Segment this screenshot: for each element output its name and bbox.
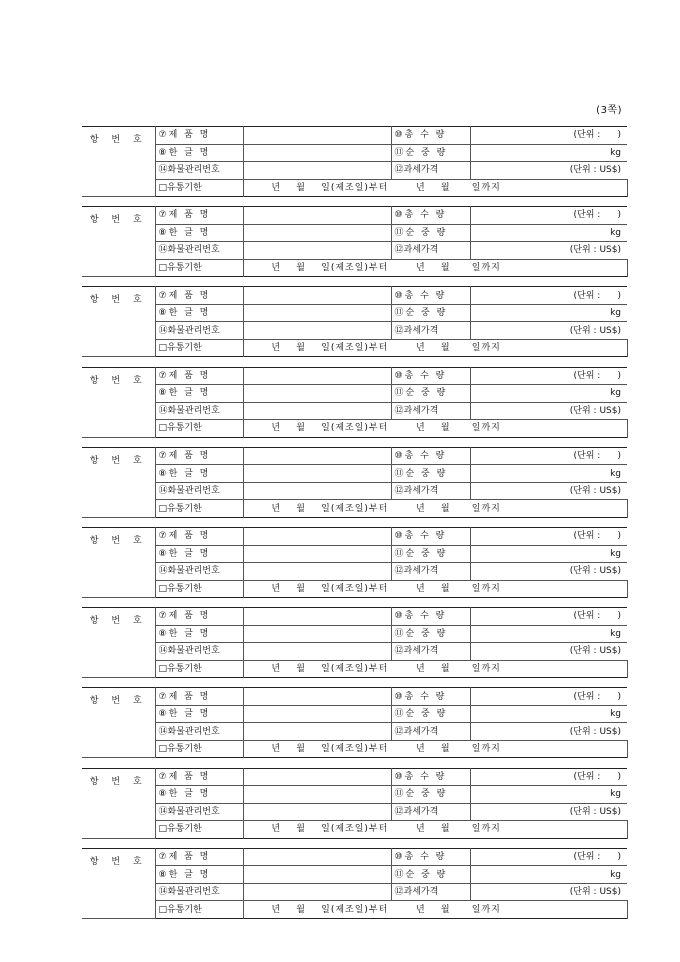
- product-name-label: ⑦제 품 명: [155, 848, 243, 866]
- cargo-no-value[interactable]: [243, 402, 391, 420]
- expiry-label[interactable]: □유통기한: [155, 580, 243, 598]
- period-day-from: 일(제조일)부터: [321, 824, 389, 835]
- total-qty-label: ⑩총 수 량: [391, 688, 470, 706]
- total-qty-unit[interactable]: (단위 : ): [470, 287, 627, 305]
- product-name-label: ⑦제 품 명: [155, 447, 243, 465]
- net-weight-label: ⑪순 중 량: [391, 786, 470, 804]
- product-name-value[interactable]: [243, 367, 391, 385]
- korean-name-value[interactable]: [243, 625, 391, 643]
- cargo-no-label: ⑭화물관리번호: [155, 883, 243, 901]
- korean-name-value[interactable]: [243, 545, 391, 563]
- total-qty-label: ⑩총 수 량: [391, 207, 470, 225]
- period-month2: 월: [440, 182, 450, 193]
- cargo-no-label: ⑭화물관리번호: [155, 402, 243, 420]
- product-name-label: ⑦제 품 명: [155, 287, 243, 305]
- period-month: 월: [296, 182, 305, 193]
- item-block: [82, 768, 627, 838]
- item-no-value[interactable]: [82, 643, 155, 678]
- taxable-price-label: ⑫과세가격: [391, 643, 470, 661]
- period-year2: 년: [416, 904, 425, 915]
- item-block: [82, 447, 627, 517]
- period-day-from: 일(제조일)부터: [321, 583, 389, 594]
- total-qty-label: ⑩총 수 량: [391, 287, 470, 305]
- period-day-to: 일까지: [471, 182, 501, 193]
- product-name-label: ⑦제 품 명: [155, 127, 243, 145]
- period-year2: 년: [416, 744, 425, 755]
- period-day-to: 일까지: [471, 904, 501, 915]
- expiry-period[interactable]: [243, 339, 627, 357]
- period-day-to: 일까지: [471, 824, 501, 835]
- period-month2: 월: [440, 824, 450, 835]
- total-qty-unit[interactable]: (단위 : ): [470, 688, 627, 706]
- period-month2: 월: [440, 744, 450, 755]
- net-weight-label: ⑪순 중 량: [391, 304, 470, 322]
- cargo-no-label: ⑭화물관리번호: [155, 723, 243, 741]
- period-month: 월: [296, 663, 305, 674]
- cargo-no-value[interactable]: [243, 803, 391, 821]
- period-year: 년: [271, 744, 281, 755]
- product-name-value[interactable]: [243, 207, 391, 225]
- taxable-price-label: ⑫과세가격: [391, 242, 470, 260]
- period-day-to: 일까지: [471, 583, 501, 594]
- total-qty-label: ⑩총 수 량: [391, 768, 470, 786]
- cargo-no-value[interactable]: [243, 563, 391, 581]
- period-month2: 월: [440, 423, 450, 434]
- product-name-value[interactable]: [243, 688, 391, 706]
- total-qty-unit[interactable]: (단위 : ): [470, 127, 627, 145]
- total-qty-unit[interactable]: (단위 : ): [470, 528, 627, 546]
- taxable-price-unit[interactable]: (단위 : US$): [470, 242, 627, 260]
- item-no-value[interactable]: [82, 242, 155, 277]
- taxable-price-label: ⑫과세가격: [391, 803, 470, 821]
- total-qty-label: ⑩총 수 량: [391, 367, 470, 385]
- net-weight-label: ⑪순 중 량: [391, 866, 470, 884]
- korean-name-value[interactable]: [243, 866, 391, 884]
- expiry-label[interactable]: □유통기한: [155, 339, 243, 357]
- expiry-label[interactable]: □유통기한: [155, 420, 243, 438]
- net-weight-label: ⑪순 중 량: [391, 224, 470, 242]
- item-no-value[interactable]: [82, 322, 155, 357]
- period-month: 월: [296, 423, 305, 434]
- expiry-label[interactable]: □유통기한: [155, 660, 243, 678]
- korean-name-label: ⑧한 글 명: [155, 224, 243, 242]
- total-qty-unit[interactable]: (단위 : ): [470, 608, 627, 626]
- korean-name-label: ⑧한 글 명: [155, 786, 243, 804]
- korean-name-value[interactable]: [243, 705, 391, 723]
- taxable-price-label: ⑫과세가격: [391, 402, 470, 420]
- taxable-price-unit[interactable]: (단위 : US$): [470, 723, 627, 741]
- cargo-no-value[interactable]: [243, 723, 391, 741]
- taxable-price-label: ⑫과세가격: [391, 482, 470, 500]
- taxable-price-unit[interactable]: (단위 : US$): [470, 883, 627, 901]
- item-no-label: 항 번 호: [82, 367, 155, 402]
- net-weight-unit[interactable]: kg: [470, 144, 627, 162]
- total-qty-label: ⑩총 수 량: [391, 608, 470, 626]
- item-no-value[interactable]: [82, 883, 155, 918]
- net-weight-label: ⑪순 중 량: [391, 545, 470, 563]
- period-year2: 년: [416, 262, 425, 273]
- period-month2: 월: [440, 343, 450, 354]
- item-block: [82, 527, 627, 597]
- korean-name-value[interactable]: [243, 385, 391, 403]
- item-no-value[interactable]: [82, 563, 155, 598]
- page-number: (3쪽): [596, 105, 622, 116]
- korean-name-label: ⑧한 글 명: [155, 625, 243, 643]
- item-no-label: 항 번 호: [82, 528, 155, 563]
- korean-name-label: ⑧한 글 명: [155, 304, 243, 322]
- period-day-to: 일까지: [471, 423, 501, 434]
- product-name-label: ⑦제 품 명: [155, 608, 243, 626]
- total-qty-label: ⑩총 수 량: [391, 848, 470, 866]
- cargo-no-value[interactable]: [243, 322, 391, 340]
- period-month: 월: [296, 744, 305, 755]
- item-no-label: 항 번 호: [82, 768, 155, 803]
- total-qty-label: ⑩총 수 량: [391, 127, 470, 145]
- period-day-to: 일까지: [471, 744, 501, 755]
- period-year: 년: [271, 904, 281, 915]
- product-name-value[interactable]: [243, 768, 391, 786]
- period-year: 년: [271, 262, 281, 273]
- cargo-no-value[interactable]: [243, 242, 391, 260]
- net-weight-label: ⑪순 중 량: [391, 465, 470, 483]
- item-no-label: 항 번 호: [82, 207, 155, 242]
- expiry-label[interactable]: □유통기한: [155, 821, 243, 839]
- taxable-price-unit[interactable]: (단위 : US$): [470, 643, 627, 661]
- period-year2: 년: [416, 583, 425, 594]
- net-weight-label: ⑪순 중 량: [391, 385, 470, 403]
- total-qty-unit[interactable]: (단위 : ): [470, 447, 627, 465]
- item-no-label: 항 번 호: [82, 287, 155, 322]
- period-month2: 월: [440, 663, 450, 674]
- item-block: [82, 607, 627, 677]
- expiry-period[interactable]: [243, 420, 627, 438]
- cargo-no-label: ⑭화물관리번호: [155, 643, 243, 661]
- taxable-price-unit[interactable]: (단위 : US$): [470, 803, 627, 821]
- item-no-value[interactable]: [82, 162, 155, 197]
- period-day-to: 일까지: [471, 663, 501, 674]
- expiry-label[interactable]: □유통기한: [155, 259, 243, 277]
- taxable-price-unit[interactable]: (단위 : US$): [470, 482, 627, 500]
- period-month2: 월: [440, 904, 450, 915]
- period-day-to: 일까지: [471, 343, 501, 354]
- product-name-value[interactable]: [243, 528, 391, 546]
- expiry-period[interactable]: [243, 901, 627, 919]
- korean-name-label: ⑧한 글 명: [155, 866, 243, 884]
- total-qty-label: ⑩총 수 량: [391, 447, 470, 465]
- expiry-period[interactable]: [243, 179, 627, 197]
- cargo-no-label: ⑭화물관리번호: [155, 162, 243, 180]
- period-year2: 년: [416, 663, 425, 674]
- period-month: 월: [296, 503, 305, 514]
- expiry-label[interactable]: □유통기한: [155, 179, 243, 197]
- total-qty-unit[interactable]: (단위 : ): [470, 367, 627, 385]
- taxable-price-label: ⑫과세가격: [391, 563, 470, 581]
- period-year2: 년: [416, 824, 425, 835]
- net-weight-unit[interactable]: kg: [470, 545, 627, 563]
- expiry-label[interactable]: □유통기한: [155, 500, 243, 518]
- net-weight-unit[interactable]: kg: [470, 304, 627, 322]
- product-name-label: ⑦제 품 명: [155, 688, 243, 706]
- korean-name-value[interactable]: [243, 144, 391, 162]
- net-weight-unit[interactable]: kg: [470, 786, 627, 804]
- cargo-no-value[interactable]: [243, 162, 391, 180]
- item-block: [82, 286, 627, 356]
- period-month: 월: [296, 583, 305, 594]
- period-month: 월: [296, 343, 305, 354]
- product-name-value[interactable]: [243, 447, 391, 465]
- product-name-value[interactable]: [243, 287, 391, 305]
- korean-name-value[interactable]: [243, 224, 391, 242]
- item-no-value[interactable]: [82, 482, 155, 517]
- period-day-from: 일(제조일)부터: [321, 423, 389, 434]
- product-name-label: ⑦제 품 명: [155, 367, 243, 385]
- item-no-label: 항 번 호: [82, 447, 155, 482]
- korean-name-label: ⑧한 글 명: [155, 385, 243, 403]
- cargo-no-label: ⑭화물관리번호: [155, 803, 243, 821]
- taxable-price-label: ⑫과세가격: [391, 162, 470, 180]
- cargo-no-label: ⑭화물관리번호: [155, 242, 243, 260]
- period-year: 년: [271, 583, 281, 594]
- cargo-no-value[interactable]: [243, 883, 391, 901]
- net-weight-unit[interactable]: kg: [470, 705, 627, 723]
- net-weight-label: ⑪순 중 량: [391, 705, 470, 723]
- expiry-period[interactable]: [243, 500, 627, 518]
- taxable-price-unit[interactable]: (단위 : US$): [470, 162, 627, 180]
- product-name-label: ⑦제 품 명: [155, 528, 243, 546]
- korean-name-value[interactable]: [243, 304, 391, 322]
- period-day-from: 일(제조일)부터: [321, 744, 389, 755]
- period-year: 년: [271, 503, 281, 514]
- period-year: 년: [271, 423, 281, 434]
- item-block: [82, 848, 627, 918]
- period-year: 년: [271, 663, 281, 674]
- taxable-price-label: ⑫과세가격: [391, 883, 470, 901]
- period-day-from: 일(제조일)부터: [321, 663, 389, 674]
- cargo-no-label: ⑭화물관리번호: [155, 322, 243, 340]
- period-month2: 월: [440, 583, 450, 594]
- item-no-label: 항 번 호: [82, 608, 155, 643]
- product-name-value[interactable]: [243, 608, 391, 626]
- period-day-to: 일까지: [471, 262, 501, 273]
- period-day-to: 일까지: [471, 503, 501, 514]
- total-qty-label: ⑩총 수 량: [391, 528, 470, 546]
- item-no-label: 항 번 호: [82, 127, 155, 162]
- item-block: [82, 367, 627, 437]
- period-month: 월: [296, 824, 305, 835]
- period-month2: 월: [440, 262, 450, 273]
- period-day-from: 일(제조일)부터: [321, 262, 389, 273]
- expiry-label[interactable]: □유통기한: [155, 740, 243, 758]
- period-month: 월: [296, 904, 305, 915]
- taxable-price-unit[interactable]: (단위 : US$): [470, 322, 627, 340]
- product-name-value[interactable]: [243, 848, 391, 866]
- net-weight-label: ⑪순 중 량: [391, 625, 470, 643]
- korean-name-label: ⑧한 글 명: [155, 545, 243, 563]
- period-day-from: 일(제조일)부터: [321, 182, 389, 193]
- expiry-period[interactable]: [243, 259, 627, 277]
- item-no-value[interactable]: [82, 723, 155, 758]
- taxable-price-unit[interactable]: (단위 : US$): [470, 402, 627, 420]
- period-day-from: 일(제조일)부터: [321, 503, 389, 514]
- period-year2: 년: [416, 343, 425, 354]
- period-month2: 월: [440, 503, 450, 514]
- net-weight-unit[interactable]: kg: [470, 866, 627, 884]
- expiry-period[interactable]: [243, 821, 627, 839]
- cargo-no-value[interactable]: [243, 482, 391, 500]
- korean-name-value[interactable]: [243, 465, 391, 483]
- korean-name-label: ⑧한 글 명: [155, 705, 243, 723]
- item-no-label: 항 번 호: [82, 688, 155, 723]
- total-qty-unit[interactable]: (단위 : ): [470, 768, 627, 786]
- taxable-price-label: ⑫과세가격: [391, 723, 470, 741]
- item-block: [82, 687, 627, 757]
- product-name-label: ⑦제 품 명: [155, 207, 243, 225]
- item-block: [82, 206, 627, 276]
- expiry-period[interactable]: [243, 580, 627, 598]
- item-no-label: 항 번 호: [82, 848, 155, 883]
- total-qty-unit[interactable]: (단위 : ): [470, 848, 627, 866]
- net-weight-label: ⑪순 중 량: [391, 144, 470, 162]
- expiry-label[interactable]: □유통기한: [155, 901, 243, 919]
- item-no-value[interactable]: [82, 803, 155, 838]
- cargo-no-label: ⑭화물관리번호: [155, 563, 243, 581]
- period-month: 월: [296, 262, 305, 273]
- net-weight-unit[interactable]: kg: [470, 224, 627, 242]
- period-year: 년: [271, 343, 281, 354]
- korean-name-label: ⑧한 글 명: [155, 144, 243, 162]
- period-day-from: 일(제조일)부터: [321, 343, 389, 354]
- period-day-from: 일(제조일)부터: [321, 904, 389, 915]
- period-year2: 년: [416, 503, 425, 514]
- period-year: 년: [271, 824, 281, 835]
- product-name-label: ⑦제 품 명: [155, 768, 243, 786]
- expiry-period[interactable]: [243, 660, 627, 678]
- period-year2: 년: [416, 182, 425, 193]
- cargo-no-label: ⑭화물관리번호: [155, 482, 243, 500]
- expiry-period[interactable]: [243, 740, 627, 758]
- korean-name-label: ⑧한 글 명: [155, 465, 243, 483]
- net-weight-unit[interactable]: kg: [470, 625, 627, 643]
- period-year2: 년: [416, 423, 425, 434]
- item-no-value[interactable]: [82, 402, 155, 437]
- net-weight-unit[interactable]: kg: [470, 385, 627, 403]
- item-block: [82, 126, 627, 196]
- korean-name-value[interactable]: [243, 786, 391, 804]
- period-year: 년: [271, 182, 281, 193]
- cargo-no-value[interactable]: [243, 643, 391, 661]
- total-qty-unit[interactable]: (단위 : ): [470, 207, 627, 225]
- taxable-price-label: ⑫과세가격: [391, 322, 470, 340]
- product-name-value[interactable]: [243, 127, 391, 145]
- taxable-price-unit[interactable]: (단위 : US$): [470, 563, 627, 581]
- net-weight-unit[interactable]: kg: [470, 465, 627, 483]
